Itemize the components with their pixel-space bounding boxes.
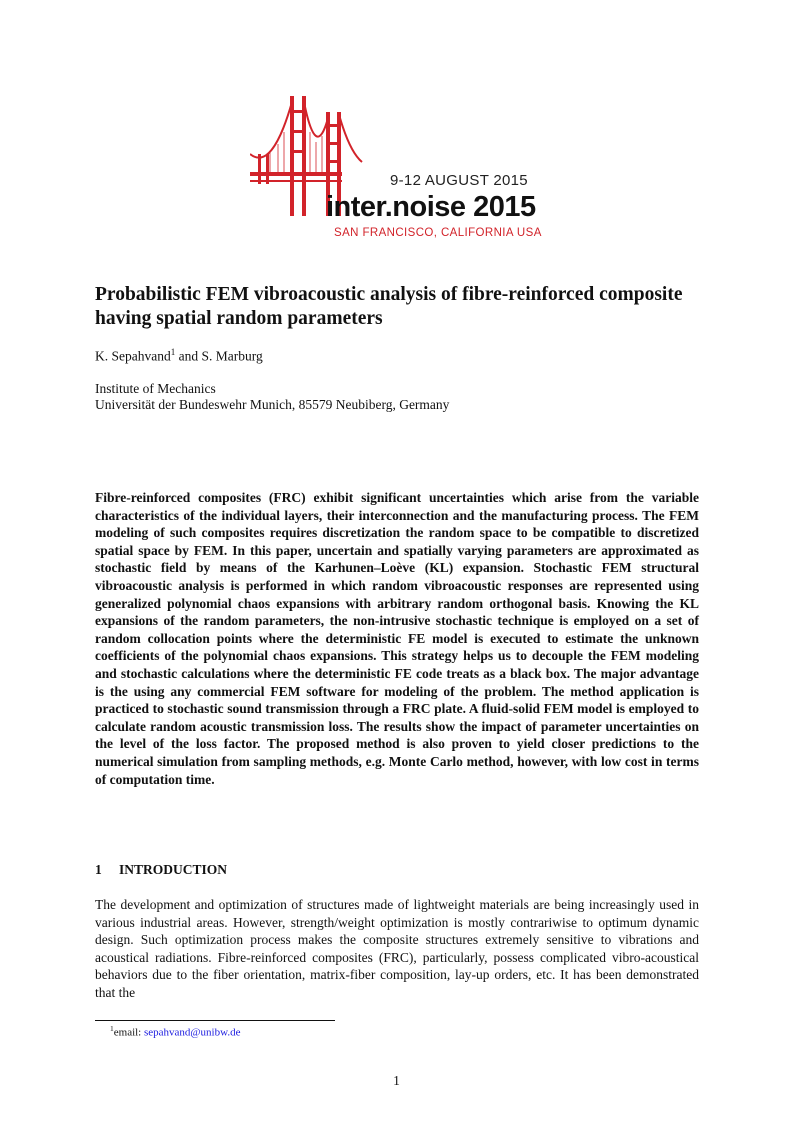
author-rest: and S. Marburg [175,348,263,364]
conference-location: SAN FRANCISCO, CALIFORNIA USA [334,227,542,239]
footnote-divider [95,1020,335,1021]
affiliation-line-2: Universität der Bundeswehr Munich, 85579 Neubiberg, Germany [95,397,450,412]
page-number: 1 [393,1073,400,1088]
author-footnote-mark: 1 [170,347,176,357]
footnote [110,1024,240,1039]
section-title: INTRODUCTION [119,862,228,877]
conference-name: inter.noise 2015 [326,191,536,223]
introduction-paragraph: The development and optimization of structures made of lightweight materials are being increasingly used in various industrial areas. However, strength/weight optimization is mostly contrariwise to optimum dynamic design. Such optimization process makes the composite structures extremely sensitive to vibrations and acoustical radiations. Fibre-reinforced composites (FRC), particularly, possess complicated vibro-acoustical behaviors due to the fiber orientation, matrix-fiber composition, lay-up orders, etc. It has been demonstrated that the [95,897,699,1000]
author-first: K. Sepahvand [95,348,171,364]
paper-title: Probabilistic FEM vibroacoustic analysis of fibre-reinforced composite having spatial random parameters [95,284,683,329]
affiliation [95,381,449,413]
section-heading [95,862,227,878]
conference-date: 9-12 AUGUST 2015 [390,172,528,189]
abstract: Fibre-reinforced composites (FRC) exhibit significant uncertainties which arise from the variable characteristics of the individual layers, their interconnection and the manufacturing process. The FEM modeling of such composites requires discretization the random space to be compatible to discretized spatial space by FEM. In this paper, uncertain and spatially varying parameters are approximated as stochastic field by means of the Karhunen–Loève (KL) expansion. Stochastic FEM structural vibroacoustic analysis is performed in which random vibroacoustic responses are represented using generalized polynomial chaos expansions with arbitrary random orthogonal basis. Knowing the KL expansions of the random parameters, the non-intrusive stochastic technique is employed on a set of random collocation points where the deterministic FE model is executed to estimate the unknown coefficients of the polynomial chaos expansions. This strategy helps us to decouple the FEM modeling and stochastic calculations where the deterministic FE code treats as a black box. The major advantage is the using any commercial FEM software for modeling of the problem. The method application is practiced to stochastic sound transmission through a FRC plate. A fluid-solid FEM model is employed to calculate random acoustic transmission loss. The results show the impact of parameter uncertainties on the level of the loss factor. The proposed method is also proven to yield closer predictions to the numerical simulation from sampling methods, e.g. Monte Carlo method, however, with low cost in terms of computation time. [95,490,699,787]
section-number: 1 [95,862,102,877]
conference-logo [250,92,550,242]
footnote-mark: 1 [110,1024,114,1033]
email-link[interactable]: sepahvand@unibw.de [144,1026,241,1039]
footnote-label: email: [113,1026,144,1039]
author-line [95,347,263,365]
affiliation-line-1: Institute of Mechanics [95,381,216,396]
